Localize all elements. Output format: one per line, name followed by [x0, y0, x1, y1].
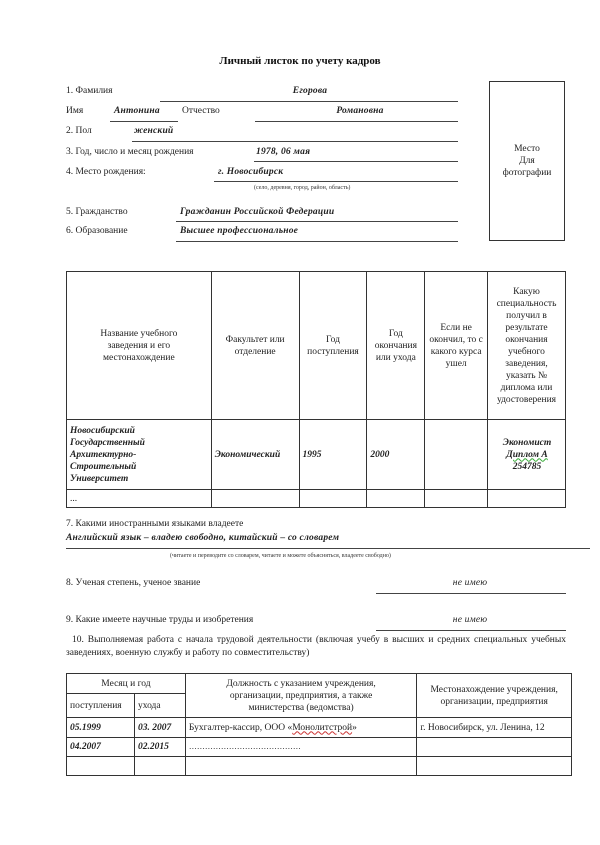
- institution-line: Новосибирский: [70, 425, 135, 436]
- institution-line: Архитектурно-: [70, 449, 137, 460]
- surname-label: 1. Фамилия: [66, 86, 113, 96]
- position-prefix: Бухгалтер-кассир, ООО «: [188, 722, 293, 733]
- header-year-end: Год окончания или ухода: [367, 272, 425, 420]
- specialty-line: Диплом А: [506, 449, 548, 460]
- cell-location[interactable]: [417, 757, 572, 776]
- employment-table: [66, 673, 572, 776]
- cell-position[interactable]: ……………………………………: [185, 738, 416, 757]
- header-month-year: Месяц и год: [67, 674, 186, 694]
- cell-institution[interactable]: ...: [67, 490, 212, 508]
- cell-faculty[interactable]: Экономический: [211, 420, 299, 490]
- birth-place-underline: [214, 181, 458, 182]
- cell-year-start[interactable]: 1995: [299, 420, 367, 490]
- sex-label: 2. Пол: [66, 126, 92, 136]
- education-underline: [176, 241, 458, 242]
- cell-end[interactable]: 02.2015: [134, 738, 185, 757]
- cell-faculty[interactable]: [211, 490, 299, 508]
- table-row: [67, 420, 566, 490]
- cell-year-end[interactable]: [367, 490, 425, 508]
- document-title: Личный листок по учету кадров: [219, 55, 381, 67]
- header-year-start: Год поступления: [299, 272, 367, 420]
- citizenship-label: 5. Гражданство: [66, 207, 128, 217]
- cell-specialty[interactable]: [488, 490, 566, 508]
- position-suffix: »: [352, 722, 357, 733]
- institution-line: Университет: [70, 473, 129, 484]
- citizenship-value[interactable]: Гражданин Российской Федерации: [180, 207, 335, 217]
- position-company: Монолитстрой: [292, 722, 353, 733]
- cell-end[interactable]: 03. 2007: [134, 718, 185, 738]
- education-value[interactable]: Высшее профессиональное: [180, 226, 299, 236]
- cell-location[interactable]: [417, 738, 572, 757]
- employment-header-row-1: [67, 674, 572, 694]
- first-name-underline: [110, 121, 178, 122]
- birth-place-hint: (село, деревня, город, район, область): [254, 185, 351, 191]
- header-location: Местонахождение учреждения, организации, предприятия: [417, 674, 572, 718]
- header-position: Должность с указанием учреждения, организации, предприятия, а также министерства (ведомства): [185, 674, 416, 718]
- degree-value[interactable]: не имею: [452, 578, 488, 588]
- works-value[interactable]: не имею: [452, 615, 488, 625]
- birth-place-label: 4. Место рождения:: [66, 167, 146, 177]
- specialty-line: Экономист: [502, 437, 552, 448]
- sex-value[interactable]: женский: [134, 126, 174, 136]
- birth-date-underline: [254, 161, 458, 162]
- cell-specialty[interactable]: [488, 420, 566, 490]
- languages-hint: (читаете и переводите со словарем, читаете и можете объясняться, владеете свободно): [170, 553, 391, 559]
- patronymic-underline: [255, 121, 458, 122]
- degree-underline: [376, 593, 566, 594]
- photo-text-line-3: фотографии: [502, 168, 552, 178]
- patronymic-value[interactable]: Романовна: [336, 106, 384, 116]
- cell-end[interactable]: [134, 757, 185, 776]
- photo-text-line-1: Место: [514, 144, 540, 154]
- employment-label: 10. Выполняемая работа с начала трудовой деятельности (включая учебу в высших и средних специальных учебных заведениях, военную службу и работу по совместительству): [66, 635, 566, 658]
- table-row: [67, 757, 572, 776]
- cell-start[interactable]: 04.2007: [67, 738, 135, 757]
- education-table-header: [67, 272, 566, 420]
- cell-position[interactable]: [185, 757, 416, 776]
- cell-course-left[interactable]: [425, 420, 488, 490]
- birth-date-label: 3. Год, число и месяц рождения: [66, 147, 194, 157]
- cell-location[interactable]: г. Новосибирск, ул. Ленина, 12: [417, 718, 572, 738]
- citizenship-underline: [176, 221, 458, 222]
- cell-start[interactable]: 05.1999: [67, 718, 135, 738]
- header-start: поступления: [67, 694, 135, 718]
- cell-year-end[interactable]: 2000: [367, 420, 425, 490]
- photo-text-line-2: Для: [519, 156, 535, 166]
- header-course-left: Если не окончил, то с какого курса ушел: [425, 272, 488, 420]
- first-name-label: Имя: [66, 106, 84, 116]
- works-label: 9. Какие имеете научные труды и изобретения: [66, 615, 254, 625]
- cell-year-start[interactable]: [299, 490, 367, 508]
- cell-course-left[interactable]: [425, 490, 488, 508]
- header-institution: Название учебного заведения и его местонахождение: [67, 272, 212, 420]
- patronymic-label: Отчество: [182, 106, 220, 116]
- table-row: [67, 490, 566, 508]
- photo-placeholder: [489, 81, 565, 241]
- birth-date-value[interactable]: 1978, 06 мая: [256, 147, 311, 157]
- works-underline: [376, 630, 566, 631]
- surname-value[interactable]: Егорова: [292, 86, 328, 96]
- degree-label: 8. Ученая степень, ученое звание: [66, 578, 201, 588]
- institution-line: Государственный: [70, 437, 145, 448]
- languages-label: 7. Какими иностранными языками владеете: [66, 519, 244, 529]
- sex-underline: [132, 141, 458, 142]
- header-specialty: Какую специальность получил в результате окончания учебного заведения, указать № диплома или удостоверения: [488, 272, 566, 420]
- specialty-line: 254785: [512, 461, 542, 472]
- header-end: ухода: [134, 694, 185, 718]
- education-label: 6. Образование: [66, 226, 128, 236]
- table-row: [67, 718, 572, 738]
- cell-institution[interactable]: [67, 420, 212, 490]
- table-row: [67, 738, 572, 757]
- cell-start[interactable]: [67, 757, 135, 776]
- languages-underline: [66, 548, 590, 549]
- birth-place-value[interactable]: г. Новосибирск: [218, 167, 284, 177]
- surname-underline: [160, 101, 458, 102]
- first-name-value[interactable]: Антонина: [114, 106, 160, 116]
- institution-line: Строительный: [70, 461, 137, 472]
- education-table: [66, 271, 566, 508]
- languages-value[interactable]: Английский язык – владею свободно, китайский – со словарем: [66, 533, 340, 543]
- cell-position[interactable]: [185, 718, 416, 738]
- header-faculty: Факультет или отделение: [211, 272, 299, 420]
